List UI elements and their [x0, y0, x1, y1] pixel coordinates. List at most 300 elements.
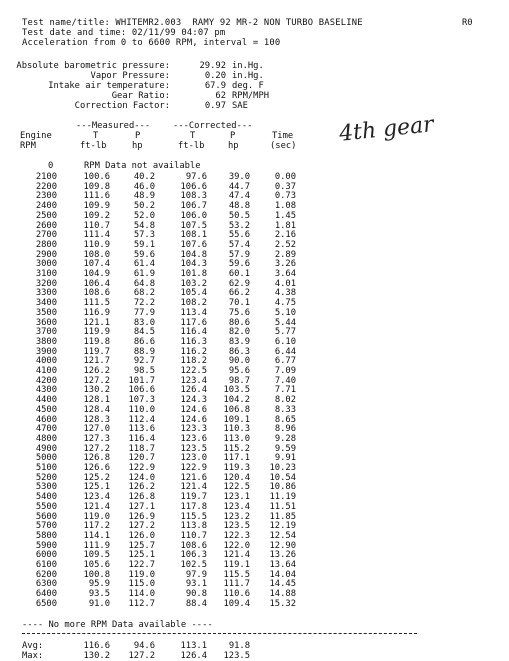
measured-torque-cell: 110.7 — [83, 220, 110, 231]
measured-torque-cell: 107.4 — [83, 259, 110, 270]
corrected-torque-cell: 116.4 — [180, 327, 207, 338]
test-title-line: Test name/title: WHITEMR2.003 RAMY 92 MR-2 NON TURBO BASELINE — [22, 18, 363, 28]
measured-torque-cell: 109.5 — [83, 550, 110, 561]
measured-power-cell: 112.4 — [128, 414, 155, 425]
rpm-cell: 6400 — [35, 589, 57, 600]
measured-power-cell: 98.5 — [133, 366, 155, 376]
rpm-cell: 3200 — [35, 278, 57, 289]
measured-power-cell: 122.9 — [128, 463, 155, 473]
time-cell: 8.02 — [274, 395, 296, 406]
corrected-torque-cell: 116.3 — [180, 336, 207, 347]
corrected-torque-cell: 108.2 — [180, 298, 207, 309]
summary-value: 91.8 — [228, 641, 250, 651]
rpm-cell: 3700 — [35, 327, 57, 338]
rpm-cell: 4700 — [35, 424, 57, 435]
rpm-cell: 4000 — [35, 356, 57, 367]
measured-torque-cell: 111.9 — [83, 540, 110, 551]
time-cell: 10.54 — [269, 472, 296, 483]
condition-label: Intake air temperature: — [48, 81, 170, 91]
corrected-torque-cell: 88.4 — [185, 598, 207, 609]
table-row — [0, 385, 330, 395]
time-cell: 12.54 — [269, 530, 296, 541]
table-row — [0, 279, 330, 289]
summary-separator — [22, 633, 417, 634]
table-row — [0, 240, 330, 250]
corrected-torque-cell: 106.3 — [180, 550, 207, 561]
corrected-power-cell: 123.5 — [223, 521, 250, 532]
rpm-cell: 3900 — [35, 346, 57, 357]
time-cell: 12.90 — [269, 540, 296, 551]
time-cell: 8.65 — [274, 414, 296, 425]
corrected-torque-cell: 123.6 — [180, 433, 207, 444]
table-row — [0, 308, 330, 318]
measured-power-cell: 106.6 — [128, 385, 155, 396]
corrected-torque-cell: 97.6 — [185, 172, 207, 182]
measured-power-cell: 113.6 — [128, 424, 155, 435]
measured-torque-cell: 93.5 — [88, 589, 110, 600]
corrected-power-cell: 62.9 — [228, 278, 250, 289]
measured-torque-cell: 109.2 — [83, 210, 110, 221]
measured-torque-cell: 104.9 — [83, 269, 110, 279]
corrected-torque-cell: 117.6 — [180, 317, 207, 328]
corrected-power-cell: 110.6 — [223, 589, 250, 600]
end-message: ---- No more RPM Data available ---- — [22, 620, 213, 630]
table-row — [0, 541, 330, 551]
corrected-torque-cell: 106.6 — [180, 181, 207, 192]
measured-torque-cell: 119.0 — [83, 511, 110, 522]
corrected-power-cell: 106.8 — [223, 404, 250, 415]
corrected-power-cell: 66.2 — [228, 288, 250, 299]
summary-row — [0, 641, 330, 651]
rpm-cell: 4600 — [35, 414, 57, 425]
time-cell: 15.32 — [269, 598, 296, 609]
rpm-cell: 2900 — [35, 249, 57, 260]
condition-unit: deg. F — [232, 81, 264, 91]
measured-power-header: P — [135, 131, 141, 141]
measured-torque-unit: ft-lb — [80, 141, 107, 151]
time-cell: 10.23 — [269, 463, 296, 473]
table-row — [0, 434, 330, 444]
table-row — [0, 463, 330, 473]
corrected-torque-unit: ft-lb — [178, 141, 205, 151]
corrected-power-cell: 117.1 — [223, 453, 250, 464]
measured-power-cell: 122.7 — [128, 560, 155, 570]
measured-power-cell: 59.1 — [133, 239, 155, 250]
corrected-power-cell: 113.0 — [223, 433, 250, 444]
rpm-cell: 5500 — [35, 501, 57, 512]
table-row — [0, 521, 330, 531]
rpm-cell: 3000 — [35, 259, 57, 270]
corrected-power-header: P — [230, 131, 236, 141]
time-cell: 11.51 — [269, 501, 296, 512]
rpm-cell: 4900 — [35, 443, 57, 454]
table-row — [0, 424, 330, 434]
corrected-power-cell: 122.5 — [223, 482, 250, 493]
time-cell: 5.10 — [274, 307, 296, 318]
corrected-power-cell: 82.0 — [228, 327, 250, 338]
measured-torque-cell: 111.6 — [83, 191, 110, 202]
corrected-power-cell: 123.4 — [223, 501, 250, 512]
measured-power-cell: 107.3 — [128, 395, 155, 406]
measured-torque-cell: 106.4 — [83, 278, 110, 289]
corrected-torque-cell: 116.2 — [180, 346, 207, 357]
measured-power-cell: 112.7 — [128, 598, 155, 609]
rpm-cell: 2800 — [35, 239, 57, 250]
summary-value: 127.2 — [128, 651, 155, 661]
time-cell: 1.81 — [274, 220, 296, 231]
corrected-torque-cell: 105.4 — [180, 288, 207, 299]
measured-torque-cell: 117.2 — [83, 521, 110, 532]
rpm-cell: 4500 — [35, 404, 57, 415]
table-row — [0, 172, 330, 182]
time-cell: 7.71 — [274, 385, 296, 396]
time-cell: 2.52 — [274, 239, 296, 250]
measured-power-cell: 46.0 — [133, 181, 155, 192]
rpm-cell: 2500 — [35, 210, 57, 221]
condition-value: 0.97 — [204, 101, 226, 111]
time-cell: 7.09 — [274, 366, 296, 376]
rpm-cell: 3100 — [35, 269, 57, 279]
measured-torque-cell: 114.1 — [83, 530, 110, 541]
table-row — [0, 482, 330, 492]
corrected-torque-cell: 108.3 — [180, 191, 207, 202]
rpm-cell: 6200 — [35, 569, 57, 580]
corrected-power-cell: 115.2 — [223, 443, 250, 454]
rpm-cell: 3400 — [35, 298, 57, 309]
corrected-torque-cell: 108.6 — [180, 540, 207, 551]
corrected-power-cell: 90.0 — [228, 356, 250, 367]
time-cell: 11.85 — [269, 511, 296, 522]
corrected-torque-cell: 106.0 — [180, 210, 207, 221]
table-row — [0, 560, 330, 570]
summary-value: 123.5 — [223, 651, 250, 661]
time-cell: 8.96 — [274, 424, 296, 435]
rpm-cell: 2700 — [35, 230, 57, 241]
measured-power-cell: 88.9 — [133, 346, 155, 357]
table-row — [0, 347, 330, 357]
time-cell: 12.19 — [269, 521, 296, 532]
condition-label: Gear Ratio: — [111, 91, 170, 101]
measured-power-cell: 83.0 — [133, 317, 155, 328]
measured-power-cell: 54.8 — [133, 220, 155, 231]
table-row — [0, 288, 330, 298]
time-cell: 14.45 — [269, 579, 296, 590]
time-cell: 10.86 — [269, 482, 296, 493]
time-cell: 5.77 — [274, 327, 296, 338]
condition-label: Vapor Pressure: — [90, 71, 170, 81]
measured-torque-cell: 95.9 — [88, 579, 110, 590]
rpm-cell: 2100 — [35, 172, 57, 182]
start-message: RPM Data not available — [84, 161, 201, 171]
rpm-cell: 6000 — [35, 550, 57, 561]
table-row — [0, 211, 330, 221]
measured-power-cell: 126.9 — [128, 511, 155, 522]
measured-power-cell: 126.0 — [128, 530, 155, 541]
start-rpm: 0 — [48, 161, 54, 171]
summary-value: 113.1 — [180, 641, 207, 651]
time-cell: 9.91 — [274, 453, 296, 464]
corrected-power-cell: 53.2 — [228, 220, 250, 231]
condition-value: 29.92 — [199, 61, 226, 71]
summary-value: 130.2 — [83, 651, 110, 661]
time-cell: 3.26 — [274, 259, 296, 270]
table-row — [0, 221, 330, 231]
corrected-power-cell: 86.3 — [228, 346, 250, 357]
measured-torque-cell: 111.5 — [83, 298, 110, 309]
rpm-unit-label: RPM — [20, 141, 36, 151]
measured-torque-header: T — [93, 131, 99, 141]
time-unit-label: (sec) — [270, 141, 297, 151]
corrected-power-cell: 109.1 — [223, 414, 250, 425]
measured-power-cell: 120.7 — [128, 453, 155, 464]
rpm-cell: 5600 — [35, 511, 57, 522]
measured-power-cell: 77.9 — [133, 307, 155, 318]
rpm-cell: 2400 — [35, 201, 57, 212]
rpm-cell: 4300 — [35, 385, 57, 396]
table-row — [0, 191, 330, 201]
corrected-torque-cell: 107.5 — [180, 220, 207, 231]
corrected-torque-cell: 123.3 — [180, 424, 207, 435]
corrected-power-cell: 80.6 — [228, 317, 250, 328]
corrected-power-cell: 123.2 — [223, 511, 250, 522]
corrected-torque-cell: 104.3 — [180, 259, 207, 270]
table-row — [0, 579, 330, 589]
corrected-power-cell: 122.3 — [223, 530, 250, 541]
measured-torque-cell: 116.9 — [83, 307, 110, 318]
rpm-cell: 4400 — [35, 395, 57, 406]
corrected-torque-cell: 102.5 — [180, 560, 207, 570]
report-code: R0 — [462, 18, 473, 28]
rpm-cell: 4200 — [35, 375, 57, 386]
measured-torque-cell: 126.6 — [83, 463, 110, 473]
corrected-power-cell: 103.5 — [223, 385, 250, 396]
measured-power-cell: 61.4 — [133, 259, 155, 270]
table-row — [0, 405, 330, 415]
condition-value: 67.9 — [204, 81, 226, 91]
measured-torque-cell: 128.1 — [83, 395, 110, 406]
measured-power-cell: 68.2 — [133, 288, 155, 299]
rpm-cell: 2200 — [35, 181, 57, 192]
corrected-power-unit: hp — [228, 141, 239, 151]
time-cell: 14.88 — [269, 589, 296, 600]
measured-power-cell: 114.0 — [128, 589, 155, 600]
corrected-torque-cell: 108.1 — [180, 230, 207, 241]
acceleration-line: Acceleration from 0 to 6600 RPM, interval = 100 — [22, 38, 281, 48]
corrected-power-cell: 59.6 — [228, 259, 250, 270]
corrected-power-cell: 104.2 — [223, 395, 250, 406]
table-row — [0, 589, 330, 599]
time-cell: 5.44 — [274, 317, 296, 328]
measured-torque-cell: 109.8 — [83, 181, 110, 192]
corrected-power-cell: 83.9 — [228, 336, 250, 347]
measured-power-cell: 57.3 — [133, 230, 155, 241]
measured-power-cell: 50.2 — [133, 201, 155, 212]
time-cell: 11.19 — [269, 492, 296, 503]
handwritten-gear-note: 4th gear — [338, 112, 435, 147]
table-row — [0, 531, 330, 541]
condition-unit: RPM/MPH — [232, 91, 270, 101]
time-cell: 13.64 — [269, 560, 296, 570]
table-row — [0, 395, 330, 405]
corrected-power-cell: 122.0 — [223, 540, 250, 551]
condition-unit: SAE — [232, 101, 248, 111]
corrected-torque-cell: 107.6 — [180, 239, 207, 250]
corrected-torque-cell: 101.8 — [180, 269, 207, 279]
measured-power-cell: 126.2 — [128, 482, 155, 493]
corrected-torque-cell: 121.4 — [180, 482, 207, 493]
corrected-power-cell: 123.1 — [223, 492, 250, 503]
table-row — [0, 444, 330, 454]
condition-unit: in.Hg. — [232, 71, 264, 81]
condition-unit: in.Hg. — [232, 61, 264, 71]
time-cell: 0.00 — [274, 172, 296, 182]
measured-torque-cell: 127.0 — [83, 424, 110, 435]
table-row — [0, 259, 330, 269]
condition-value: 62 — [215, 91, 226, 101]
rpm-cell: 2300 — [35, 191, 57, 202]
measured-power-cell: 61.9 — [133, 269, 155, 279]
corrected-power-cell: 75.6 — [228, 307, 250, 318]
corrected-torque-cell: 121.6 — [180, 472, 207, 483]
measured-power-cell: 125.1 — [128, 550, 155, 561]
table-row — [0, 269, 330, 279]
table-row — [0, 502, 330, 512]
corrected-torque-cell: 124.6 — [180, 414, 207, 425]
corrected-torque-cell: 123.5 — [180, 443, 207, 454]
table-row — [0, 550, 330, 560]
corrected-torque-cell: 124.3 — [180, 395, 207, 406]
corrected-power-cell: 98.7 — [228, 375, 250, 386]
corrected-power-cell: 44.7 — [228, 181, 250, 192]
measured-torque-cell: 108.0 — [83, 249, 110, 260]
summary-value: 116.6 — [83, 641, 110, 651]
measured-torque-cell: 105.6 — [83, 560, 110, 570]
time-cell: 2.16 — [274, 230, 296, 241]
time-cell: 8.33 — [274, 404, 296, 415]
corrected-torque-cell: 113.4 — [180, 307, 207, 318]
corrected-power-cell: 119.3 — [223, 463, 250, 473]
table-row — [0, 473, 330, 483]
engine-column-header: Engine — [20, 131, 52, 141]
corrected-torque-cell: 122.9 — [180, 463, 207, 473]
table-row — [0, 337, 330, 347]
corrected-power-cell: 57.4 — [228, 239, 250, 250]
table-row — [0, 366, 330, 376]
table-row — [0, 415, 330, 425]
measured-torque-cell: 100.8 — [83, 569, 110, 580]
corrected-power-cell: 115.5 — [223, 569, 250, 580]
rpm-cell: 3600 — [35, 317, 57, 328]
rpm-cell: 5300 — [35, 482, 57, 493]
time-cell: 6.77 — [274, 356, 296, 367]
corrected-power-cell: 111.7 — [223, 579, 250, 590]
measured-group-label: ---Measured--- — [76, 121, 151, 131]
time-cell: 4.75 — [274, 298, 296, 309]
corrected-power-cell: 57.9 — [228, 249, 250, 260]
corrected-torque-cell: 117.8 — [180, 501, 207, 512]
rpm-cell: 4100 — [35, 366, 57, 376]
table-row — [0, 327, 330, 337]
measured-power-cell: 126.8 — [128, 492, 155, 503]
corrected-power-cell: 39.0 — [228, 172, 250, 182]
table-row — [0, 201, 330, 211]
corrected-power-cell: 95.6 — [228, 366, 250, 376]
table-row — [0, 182, 330, 192]
time-cell: 6.44 — [274, 346, 296, 357]
test-date-line: Test date and time: 02/11/99 04:07 pm — [22, 28, 226, 38]
time-cell: 14.04 — [269, 569, 296, 580]
corrected-torque-cell: 113.8 — [180, 521, 207, 532]
rpm-cell: 6500 — [35, 598, 57, 609]
corrected-torque-cell: 122.5 — [180, 366, 207, 376]
table-row — [0, 318, 330, 328]
corrected-power-cell: 110.3 — [223, 424, 250, 435]
measured-torque-cell: 128.4 — [83, 404, 110, 415]
measured-power-cell: 86.6 — [133, 336, 155, 347]
measured-power-cell: 52.0 — [133, 210, 155, 221]
table-row — [0, 356, 330, 366]
rpm-cell: 5200 — [35, 472, 57, 483]
measured-torque-cell: 108.6 — [83, 288, 110, 299]
corrected-torque-header: T — [190, 131, 196, 141]
table-row — [0, 376, 330, 386]
rpm-cell: 5400 — [35, 492, 57, 503]
table-row — [0, 599, 330, 609]
rpm-cell: 5700 — [35, 521, 57, 532]
measured-torque-cell: 123.4 — [83, 492, 110, 503]
measured-torque-cell: 119.7 — [83, 346, 110, 357]
condition-label: Absolute barometric pressure: — [16, 61, 170, 71]
corrected-torque-cell: 110.7 — [180, 530, 207, 541]
rpm-cell: 5800 — [35, 530, 57, 541]
corrected-torque-cell: 93.1 — [185, 579, 207, 590]
rpm-cell: 4800 — [35, 433, 57, 444]
measured-power-cell: 101.7 — [128, 375, 155, 386]
measured-power-cell: 110.0 — [128, 404, 155, 415]
measured-torque-cell: 121.4 — [83, 501, 110, 512]
corrected-torque-cell: 119.7 — [180, 492, 207, 503]
measured-torque-cell: 130.2 — [83, 385, 110, 396]
measured-power-cell: 115.0 — [128, 579, 155, 590]
rpm-cell: 3300 — [35, 288, 57, 299]
time-cell: 4.01 — [274, 278, 296, 289]
measured-power-cell: 124.0 — [128, 472, 155, 483]
corrected-torque-cell: 123.0 — [180, 453, 207, 464]
table-row — [0, 250, 330, 260]
time-cell: 4.38 — [274, 288, 296, 299]
measured-torque-cell: 91.0 — [88, 598, 110, 609]
measured-torque-cell: 119.8 — [83, 336, 110, 347]
summary-row — [0, 651, 330, 661]
measured-power-cell: 92.7 — [133, 356, 155, 367]
time-cell: 13.26 — [269, 550, 296, 561]
measured-torque-cell: 121.7 — [83, 356, 110, 367]
time-cell: 3.64 — [274, 269, 296, 279]
measured-torque-cell: 121.1 — [83, 317, 110, 328]
table-row — [0, 230, 330, 240]
measured-power-cell: 127.2 — [128, 521, 155, 532]
measured-torque-cell: 125.1 — [83, 482, 110, 493]
time-cell: 9.59 — [274, 443, 296, 454]
corrected-torque-cell: 124.6 — [180, 404, 207, 415]
measured-power-cell: 64.8 — [133, 278, 155, 289]
table-row — [0, 512, 330, 522]
rpm-cell: 6100 — [35, 560, 57, 570]
table-row — [0, 492, 330, 502]
time-cell: 6.10 — [274, 336, 296, 347]
measured-power-cell: 125.7 — [128, 540, 155, 551]
rpm-cell: 5100 — [35, 463, 57, 473]
